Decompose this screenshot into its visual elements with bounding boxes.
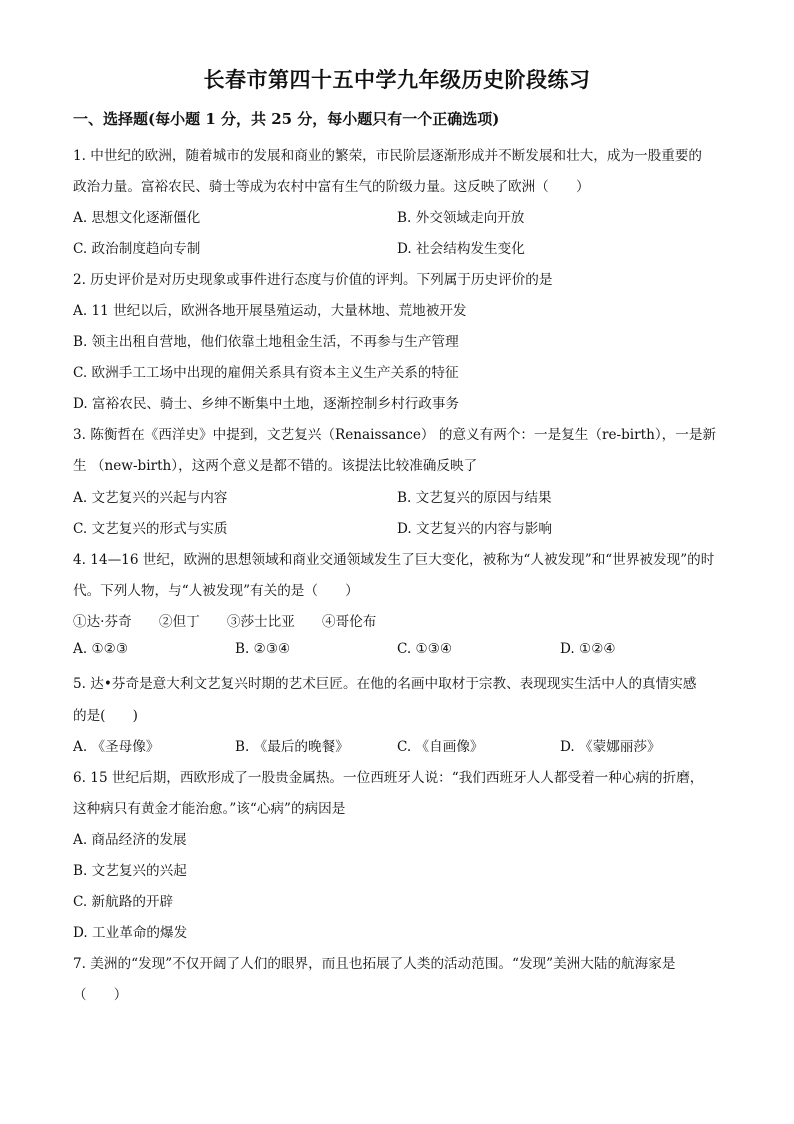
question-4-line-2: 代。下列人物，与“人被发现”有关的是（ ）	[73, 583, 359, 599]
question-5-line-1: 5. 达•芬奇是意大利文艺复兴时期的艺术巨匠。在他的名画中取材于宗教、表现现实生活中人的真情实感	[73, 676, 697, 692]
question-4-option-c: C. ①③④	[397, 641, 453, 657]
question-3-option-b: B. 文艺复兴的原因与结果	[397, 490, 552, 506]
question-3-option-a: A. 文艺复兴的兴起与内容	[73, 490, 228, 506]
question-3-line-1: 3. 陈衡哲在《西洋史》中提到，文艺复兴（Renaissance） 的意义有两个：一是复生（re-birth），一是新	[73, 427, 717, 443]
question-4-line-1: 4. 14—16 世纪，欧洲的思想领域和商业交通领域发生了巨大变化，被称为“人被发现”和“世界被发现”的时	[73, 552, 715, 568]
question-1-line-1: 1. 中世纪的欧洲，随着城市的发展和商业的繁荣，市民阶层逐渐形成并不断发展和壮大，成为一股重要的	[73, 148, 703, 164]
question-2-option-a: A. 11 世纪以后，欧洲各地开展垦殖运动，大量林地、荒地被开发	[73, 303, 467, 319]
question-7-line-2: （ ）	[73, 987, 128, 1003]
question-5-option-a: A. 《圣母像》	[73, 739, 160, 755]
question-3-line-2: 生 （new-birth），这两个意义是都不错的。该提法比较准确反映了	[73, 458, 478, 474]
page-title: 长春市第四十五中学九年级历史阶段练习	[203, 67, 591, 92]
question-7-line-1: 7. 美洲的“发现”不仅开阔了人们的眼界，而且也拓展了人类的活动范围。“发现”美洲大陆的航海家是	[73, 956, 676, 972]
question-1-option-b: B. 外交领域走向开放	[397, 210, 525, 226]
question-3-option-d: D. 文艺复兴的内容与影响	[397, 521, 552, 537]
question-6-line-2: 这种病只有黄金才能治愈。”该“心病”的病因是	[73, 801, 346, 817]
question-5-option-b: B. 《最后的晚餐》	[235, 739, 349, 755]
question-2-option-b: B. 领主出租自营地，他们依靠土地租金生活，不再参与生产管理	[73, 334, 459, 350]
question-2-option-d: D. 富裕农民、骑士、乡绅不断集中土地，逐渐控制乡村行政事务	[73, 396, 460, 412]
question-6-line-1: 6. 15 世纪后期，西欧形成了一股贵金属热。一位西班牙人说：“我们西班牙人人都受着一种心病的折磨，	[73, 770, 704, 786]
question-5-option-d: D. 《蒙娜丽莎》	[560, 739, 661, 755]
question-6-option-a: A. 商品经济的发展	[73, 832, 187, 848]
question-6-option-d: D. 工业革命的爆发	[73, 925, 188, 941]
question-2-line-1: 2. 历史评价是对历史现象或事件进行态度与价值的评判。下列属于历史评价的是	[73, 272, 553, 288]
question-4-option-b: B. ②③④	[235, 641, 291, 657]
question-2-option-c: C. 欧洲手工工场中出现的雇佣关系具有资本主义生产关系的特征	[73, 365, 459, 381]
question-4-option-a: A. ①②③	[73, 641, 129, 657]
question-1-option-c: C. 政治制度趋向专制	[73, 241, 201, 257]
question-6-option-c: C. 新航路的开辟	[73, 894, 174, 910]
question-1-option-a: A. 思想文化逐渐僵化	[73, 210, 201, 226]
section-heading: 一、选择题(每小题 1 分，共 25 分，每小题只有一个正确选项)	[73, 110, 500, 128]
question-3-option-c: C. 文艺复兴的形式与实质	[73, 521, 228, 537]
question-6-option-b: B. 文艺复兴的兴起	[73, 863, 187, 879]
question-1-option-d: D. 社会结构发生变化	[397, 241, 525, 257]
question-1-line-2: 政治力量。富裕农民、骑士等成为农村中富有生气的阶级力量。这反映了欧洲（ ）	[73, 179, 590, 195]
question-4-items: ①达·芬奇 ②但丁 ③莎士比亚 ④哥伦布	[73, 614, 377, 630]
question-5-line-2: 的是( )	[73, 708, 138, 724]
question-5-option-c: C. 《自画像》	[397, 739, 484, 755]
question-4-option-d: D. ①②④	[560, 641, 616, 657]
